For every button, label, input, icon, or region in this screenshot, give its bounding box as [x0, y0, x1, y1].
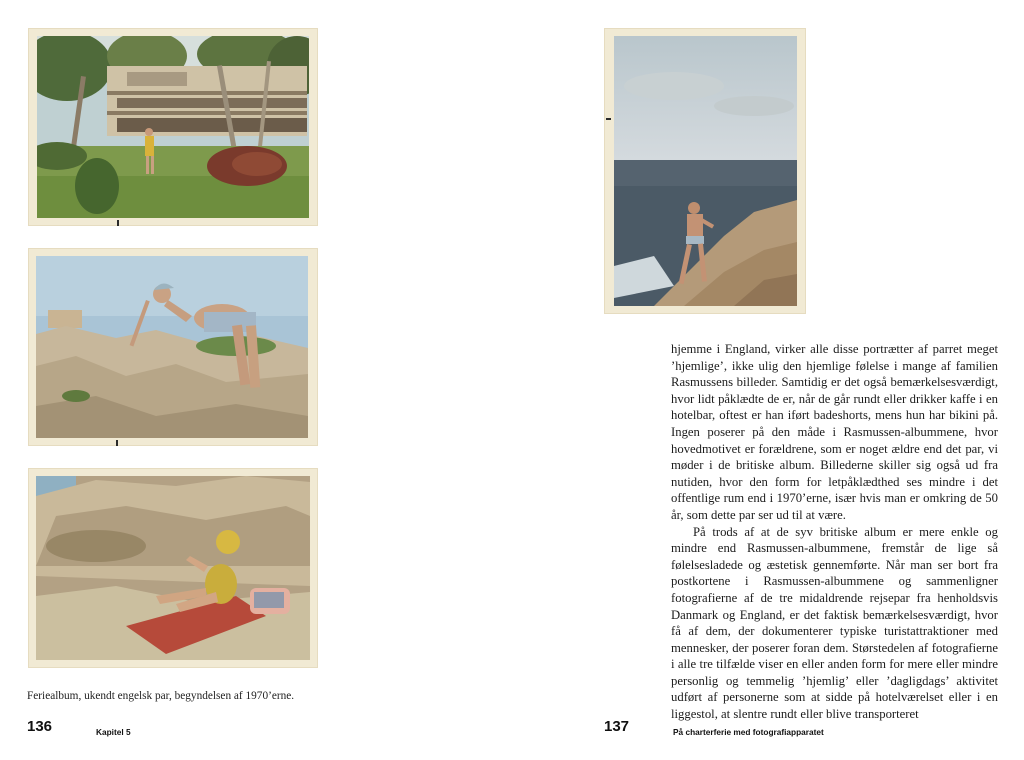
page-number: 136	[27, 718, 53, 735]
hotel-garden-photo	[28, 28, 318, 226]
print-mark	[606, 118, 611, 120]
paragraph: På trods af at de syv britiske album er mere enkle og mindre end Rasmussen-albummene, fremstår de lige så følelsesladede og æstetisk gennemførte. Når man ser bort fra postkortene i Rasmussen-albummene og sammenligner fotografierne af de tre midaldrende rejsepar fra henholdsvis Danmark og England, er det faktisk bemærkelsesværdigt, hvor få af dem, der dokumenterer typiske turistattraktioner med mennesker, der poserer foran dem. Størstedelen af fotografierne i alle tre tilfælde viser en eller anden form for mere eller mindre personlig og temmelig ’hjemlig’ eller ’dagligdags’ aktivitet udført af personerne som at sidde på hotelværelset eller i en liggestol, at slentre rundt eller blive transporteret	[671, 524, 998, 722]
photo-caption: Feriealbum, ukendt engelsk par, begyndelsen af 1970’erne.	[27, 690, 295, 702]
running-header: Kapitel 5	[96, 727, 131, 737]
print-mark	[116, 440, 118, 446]
print-mark	[117, 220, 119, 226]
man-on-coastal-rocks-photo	[604, 28, 806, 314]
running-header: På charterferie med fotografiapparatet	[673, 727, 824, 737]
paragraph: hjemme i England, virker alle disse portrætter af parret meget ’hjemlige’, ikke ulig den hjemlige følelse i mange af familien Rasmussens billeder. Samtidig er det også bemærkelsesværdigt, hvor lidt påklædte de er, når de går rundt eller drikker kaffe i en hotelbar, oftest er han iført badeshorts, mens hun har bikini på. Ingen poserer på den måde i Rasmussen-albummene, hvor hovedmotivet er forældrene, som er noget ældre end det par, vi møder i de britiske album. Billederne skiller sig også ud fra nutiden, hvor den form for letpåklædthed ses mindre i det offentlige rum end i 1970’erne, især hvis man er omkring de 50 år, som dette par ser ud til at være.	[671, 342, 998, 522]
page-number: 137	[604, 718, 630, 735]
woman-on-towel-photo	[28, 468, 318, 668]
woman-on-rocks-photo	[28, 248, 318, 446]
body-text	[671, 341, 998, 723]
